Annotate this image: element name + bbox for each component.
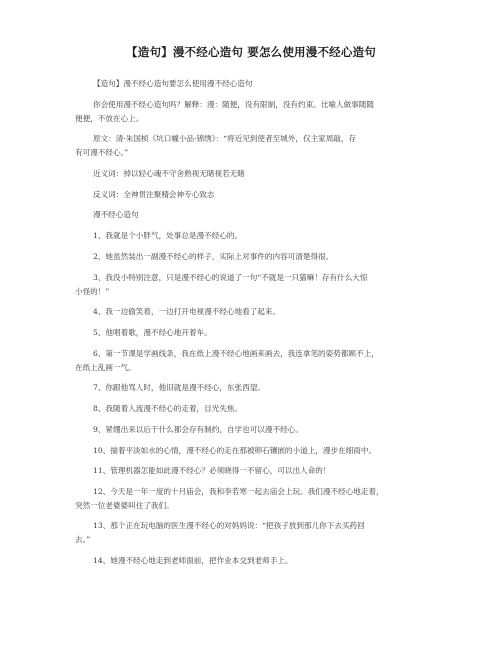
text-line: 14、她漫不经心地走到老师面前，把作业本交到老师手上。 — [93, 556, 293, 565]
text-line: 5、他唱着歌，漫不经心地开着车。 — [93, 328, 212, 337]
text-line: 有可漫不经心。” — [75, 148, 129, 157]
text-line: 突然一位老婆婆叫住了我们。 — [75, 501, 174, 510]
text-line: 7、你跟他骂人时，他旧就是漫不经心，东张西望。 — [93, 383, 265, 392]
text-line: 在纸上乱画一气。 — [75, 363, 136, 372]
text-line: 13、那个正在玩电脑的医生漫不经心的对妈妈说：“把孩子放到那儿你下去买药回 — [93, 521, 365, 530]
text-line: 3、我没小特别注意，只是漫不经心的说道了一句“不就是一只猫嘛！存有什么大惊 — [93, 273, 368, 282]
text-line: 1、我就是个小胖气，处事总是漫不经心的。 — [93, 231, 243, 240]
text-line: 11、管理机器怎能如此漫不经心？必须晓得一不留心，可以出人命的！ — [93, 466, 331, 475]
text-line: 漫不经心造句 — [93, 210, 139, 219]
text-line: 原文：清·朱国桢《坑口幢小品·锦绣》：“将近见到使者至城外，仅主家周敲，存 — [93, 134, 357, 143]
text-line: 9、紧绷出来以后干什么都会存有制约，自学也可以漫不经心。 — [93, 425, 303, 434]
page-title: 【造句】漫不经心造句 要怎么使用漫不经心造句 — [126, 45, 376, 59]
text-line: 【造句】漫不经心造句要怎么使用漫不经心造句 — [93, 79, 253, 88]
text-line: 反义词：全神贯注聚精会神专心致志 — [93, 190, 215, 199]
text-line: 近义词：掉以轻心魂不守舍熟视无睹视若无睹 — [93, 169, 245, 178]
text-line: 便便，不放在心上。 — [75, 114, 144, 123]
text-line: 小怪的！” — [75, 287, 110, 296]
text-line: 12、今天是一年一度的十月庙会，我和李若寒一起去庙会上玩。我们漫不经心地走着， — [93, 487, 384, 496]
text-line: 4、我一边偷笑着，一边打开电视漫不经心地看了起来。 — [93, 307, 281, 316]
text-line: 10、揣着平淡如水的心情，漫不经心的走在那被卵石镶嵌的小道上，漫步在细雨中。 — [93, 446, 377, 455]
text-line: 去。” — [75, 535, 91, 544]
text-line: 6、第一节课是学画线条，我在纸上漫不经心地画来画去，我连拿笔的姿势都顾不上， — [93, 349, 379, 358]
text-line: 2、她虽然装出一副漫不经心的样子，实际上对事件的内容可清楚得很。 — [93, 252, 334, 261]
text-line: 8、我随着人流漫不经心的走着，目光失焦。 — [93, 404, 243, 413]
text-line: 你会使用漫不经心造句吗？解释：漫：随便，没有限制，没有约束。比喻人做事随随 — [93, 100, 374, 109]
